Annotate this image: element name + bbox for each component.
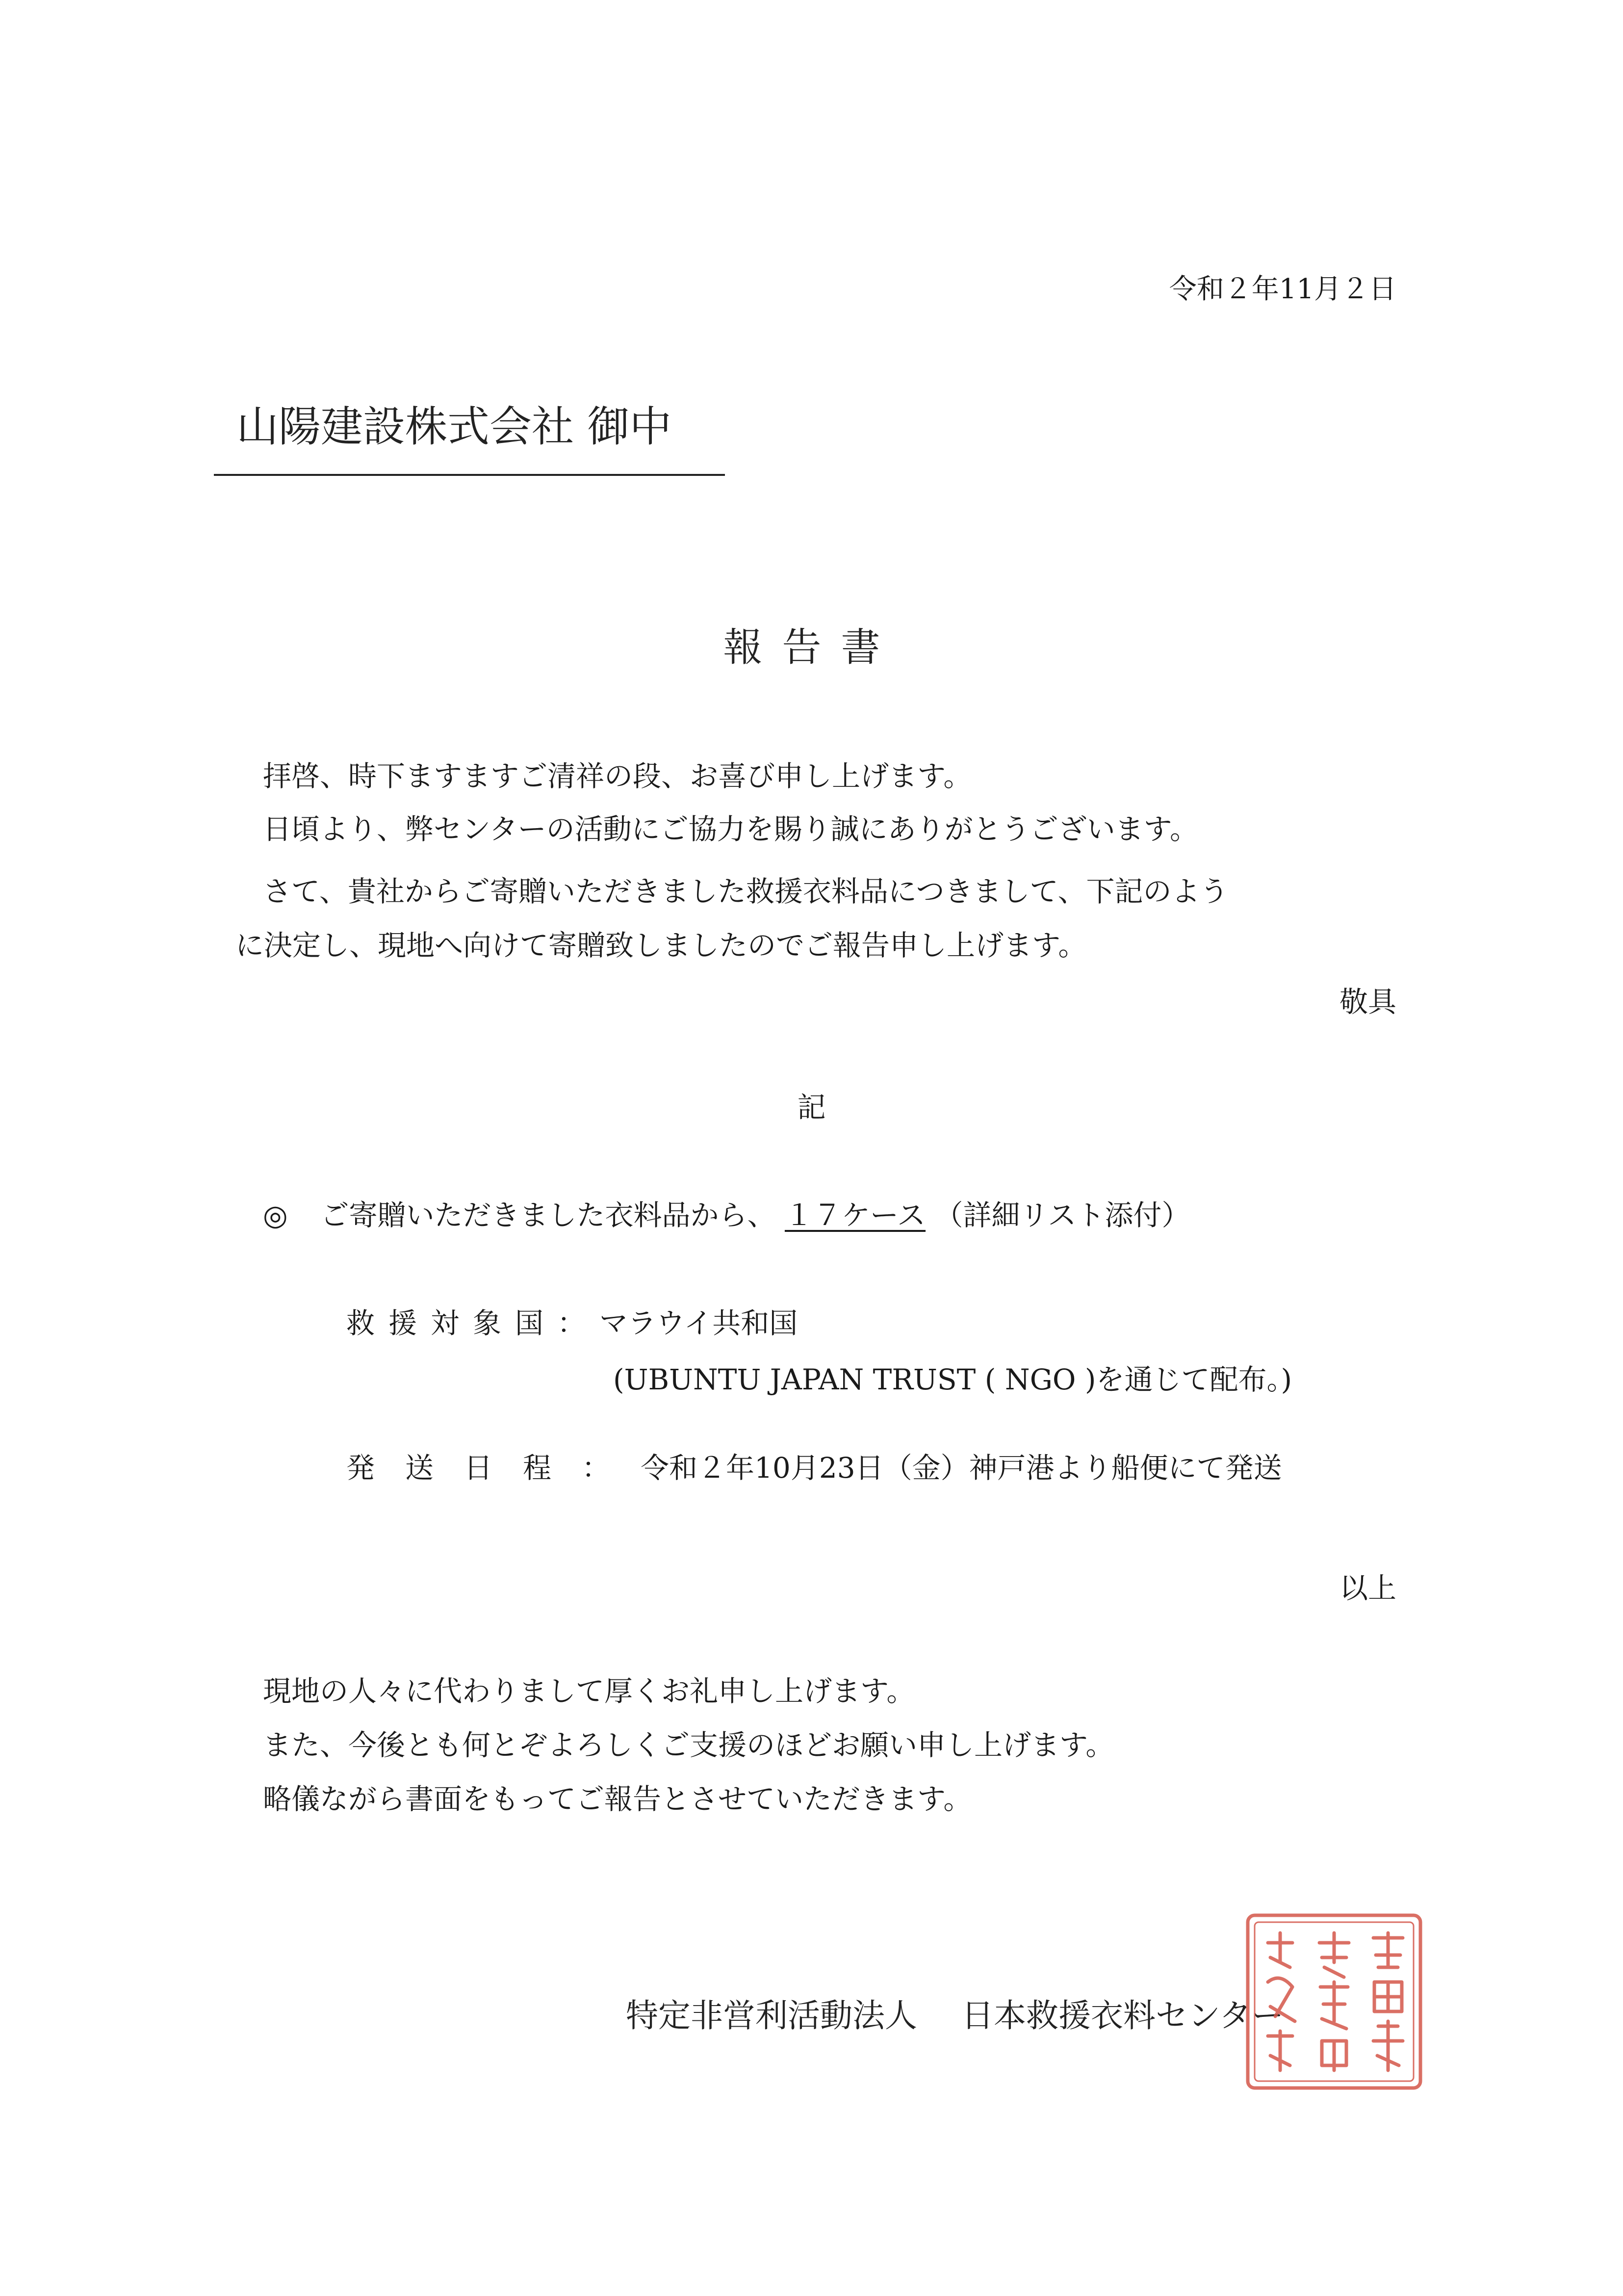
target-country-row <box>346 1300 798 1341</box>
ship-label: 発送日程： <box>346 1451 641 1485</box>
paragraph-line: 日頃より、弊センターの活動にご協力を賜り誠にありがとうございます。 <box>263 812 1199 846</box>
item-quantity: １７ケース <box>784 1199 926 1232</box>
organization-seal-stamp <box>1241 1908 1427 2095</box>
item-suffix: （詳細リスト添付） <box>934 1199 1190 1232</box>
closing-line: 略儀ながら書面をもってご報告とさせていただきます。 <box>263 1782 972 1816</box>
addressee-underline <box>214 474 725 476</box>
paragraph-line: に決定し、現地へ向けて寄贈致しましたのでご報告申し上げます。 <box>235 929 1087 962</box>
closing-line: 現地の人々に代わりまして厚くお礼申し上げます。 <box>263 1674 915 1708</box>
addressee: 山陽建設株式会社 御中 <box>236 402 672 451</box>
org-name: 日本救援衣料センター <box>961 1997 1284 2035</box>
document-date: 令和２年11月２日 <box>1169 273 1396 305</box>
paragraph-line: 拝啓、時下ますますご清祥の段、お喜び申し上げます。 <box>263 759 972 793</box>
donation-item <box>263 1192 1190 1233</box>
closing-salutation: 敬具 <box>1339 985 1396 1018</box>
item-prefix: ご寄贈いただきました衣料品から、 <box>320 1199 776 1232</box>
target-note: (UBUNTU JAPAN TRUST ( NGO )を通じて配布。) <box>613 1363 1292 1396</box>
paragraph-line: さて、貴社からご寄贈いただきました救援衣料品につきまして、下記のよう <box>263 875 1229 908</box>
org-type: 特定非営利活動法人 <box>626 1997 917 2035</box>
ijou-end-mark: 以上 <box>1339 1571 1396 1605</box>
ship-value: 令和２年10月23日（金）神戸港より船便にて発送 <box>641 1451 1282 1485</box>
ki-heading: 記 <box>797 1091 826 1124</box>
shipping-row <box>346 1445 1282 1486</box>
target-value: マラウイ共和国 <box>599 1306 798 1340</box>
double-circle-mark: ◎ <box>263 1199 288 1232</box>
closing-line: また、今後とも何とぞよろしくご支援のほどお願い申し上げます。 <box>263 1728 1114 1762</box>
target-label: 救援対象国： <box>346 1306 600 1340</box>
organization-signature <box>626 1989 1284 2036</box>
document-title: 報告書 <box>723 625 900 670</box>
